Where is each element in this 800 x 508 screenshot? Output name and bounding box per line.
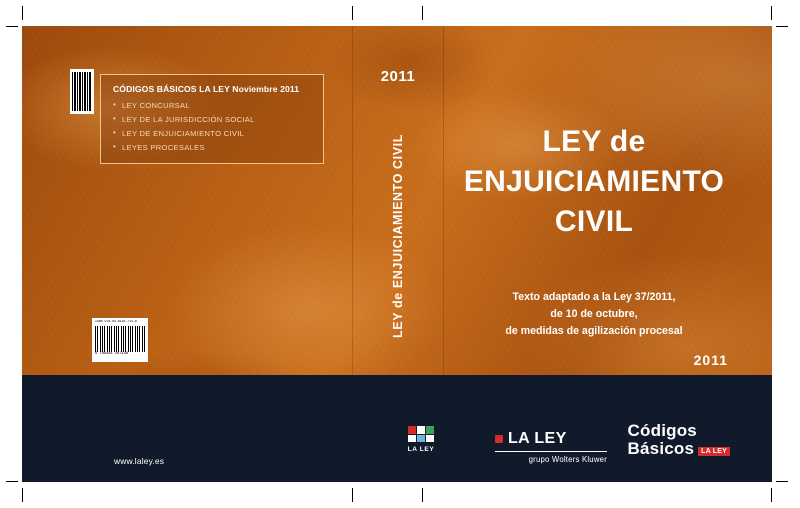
publisher-brand: LA LEY [508,430,567,447]
spine-publisher-logo [399,426,443,453]
trim-mark [771,488,772,502]
isbn-barcode [92,318,148,362]
page-title [444,122,744,242]
isbn-bars [95,326,145,352]
divider [495,451,607,452]
subtitle-line-2: de 10 de octubre, [550,308,638,321]
publisher-tagline: grupo Wolters Kluwer [528,455,607,464]
trim-mark [6,26,18,27]
title-line-1: LEY de [542,125,646,158]
spine-title: LEY de ENJUICIAMIENTO CIVIL [391,134,405,338]
trim-mark [6,481,18,482]
collection-line-1: Códigos [627,421,697,440]
isbn-digits [95,352,145,356]
list-item: • LEY DE ENJUICIAMIENTO CIVIL [113,129,313,138]
spine-publisher-name: LA LEY [407,446,435,453]
back-cover-panel [22,26,352,466]
trim-mark [422,6,423,20]
list-item: • LEY DE LA JURISDICCIÓN SOCIAL [113,115,313,124]
trim-mark [22,6,23,20]
spine-panel [352,26,444,375]
back-cover-contents-list [113,101,313,152]
barcode-lines [72,72,92,111]
subtitle-line-3: de medidas de agilización procesal [505,325,683,338]
subtitle-line-1: Texto adaptado a la Ley 37/2011, [512,291,676,303]
trim-mark [776,26,788,27]
collection-line-2-row [628,440,730,458]
back-cover-contents-title: CÓDIGOS BÁSICOS LA LEY Noviembre 2011 [113,84,300,94]
laley-squares-icon [408,426,434,442]
publisher-logo [495,430,615,464]
title-line-2: ENJUICIAMIENTO [463,164,725,198]
collection-logo [628,422,730,458]
trim-mark [352,6,353,20]
barcode-icon [70,69,94,114]
publisher-website: www.laley.es [114,456,165,466]
isbn-text: ISBN 978-84-8126-714-8 [95,320,137,324]
list-item: • LEY CONCURSAL [113,101,313,110]
publisher-logo-top [495,430,615,448]
spine-title-wrapper [352,121,444,351]
trim-mark [776,481,788,482]
list-item: • LEYES PROCESALES [113,143,313,152]
trim-mark [352,488,353,502]
trim-mark [22,488,23,502]
front-cover-subtitle [444,289,744,340]
red-square-icon [495,435,503,443]
trim-mark [771,6,772,20]
collection-line-2: Básicos [627,438,695,458]
book-cover-artwork [22,26,772,482]
collection-tag: LA LEY [698,447,730,456]
back-cover-contents-box [100,74,324,164]
spine-year: 2011 [380,68,416,85]
title-line-3: CIVIL [554,204,634,238]
front-cover-panel [444,26,772,375]
trim-mark [422,488,423,502]
front-cover-year: 2011 [693,352,728,368]
isbn-digits-left: 9 788481 267148 [95,352,129,356]
